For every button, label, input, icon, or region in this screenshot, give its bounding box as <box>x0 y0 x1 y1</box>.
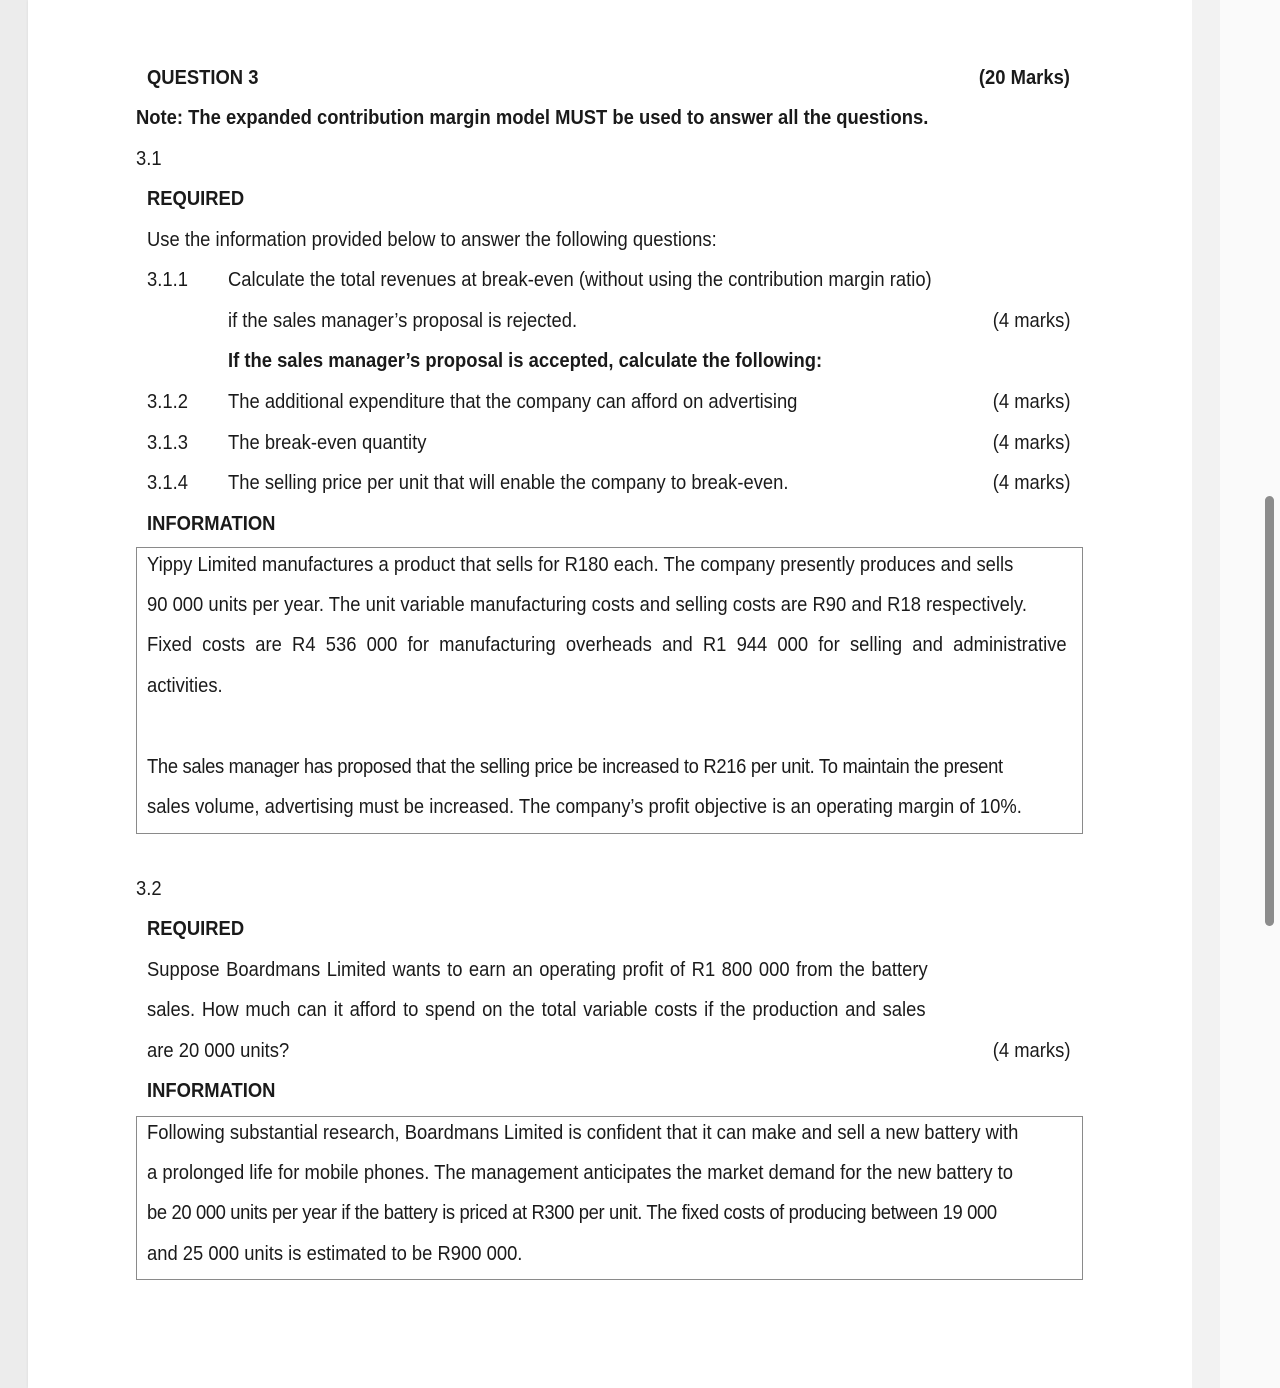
info-3-2-line-1: Following substantial research, Boardmans Limited is confident that it can make and sell a new battery with <box>147 1122 1019 1144</box>
section-3-1-instruction: Use the information provided below to answer the following questions: <box>147 229 717 251</box>
q-3-2-line-2: sales. How much can it afford to spend on the total variable costs if the production and sales <box>147 999 926 1021</box>
section-3-1-information-heading: INFORMATION <box>147 513 276 535</box>
q-3-1-2-number: 3.1.2 <box>147 391 188 413</box>
section-3-2-number: 3.2 <box>136 878 162 900</box>
q-3-2-line-3: are 20 000 units? <box>147 1040 290 1062</box>
section-3-2-required-heading: REQUIRED <box>147 918 245 940</box>
q-3-1-4-marks: (4 marks) <box>992 472 1070 494</box>
q-3-2-marks: (4 marks) <box>992 1040 1070 1062</box>
q-3-1-1-text-line1: Calculate the total revenues at break-even (without using the contribution margin ratio) <box>228 269 932 291</box>
info-3-2-line-3: be 20 000 units per year if the battery is priced at R300 per unit. The fixed costs of producing between 19 000 <box>147 1202 997 1224</box>
q-3-1-1-text-line2: if the sales manager’s proposal is rejected. <box>228 310 578 332</box>
q-3-1-2-text: The additional expenditure that the company can afford on advertising <box>228 391 798 413</box>
q-3-1-4-text: The selling price per unit that will enable the company to break-even. <box>228 472 789 494</box>
info-3-1-line-3: Fixed costs are R4 536 000 for manufacturing overheads and R1 944 000 for selling and administrative <box>147 634 1067 656</box>
info-3-1-line-2: 90 000 units per year. The unit variable manufacturing costs and selling costs are R90 and R18 respectively. <box>147 594 1027 616</box>
q-3-1-4-number: 3.1.4 <box>147 472 188 494</box>
question-title: QUESTION 3 <box>147 67 259 89</box>
info-3-1-line-6: sales volume, advertising must be increased. The company’s profit objective is an operating margin of 10%. <box>147 796 1022 818</box>
question-total-marks: (20 Marks) <box>978 67 1070 89</box>
page-gutter <box>1192 0 1220 1388</box>
section-3-1-required-heading: REQUIRED <box>147 188 245 210</box>
scrollbar-thumb[interactable] <box>1265 496 1274 926</box>
info-3-2-line-4: and 25 000 units is estimated to be R900 000. <box>147 1243 523 1265</box>
info-3-1-line-4: activities. <box>147 675 223 697</box>
note-text: Note: The expanded contribution margin model MUST be used to answer all the questions. <box>136 107 929 129</box>
info-3-1-line-1: Yippy Limited manufactures a product that sells for R180 each. The company presently produces and sells <box>147 554 1014 576</box>
section-3-2-information-heading: INFORMATION <box>147 1080 276 1102</box>
q-3-1-3-text: The break-even quantity <box>228 432 427 454</box>
q-3-1-3-number: 3.1.3 <box>147 432 188 454</box>
accepted-proposal-heading: If the sales manager’s proposal is accepted, calculate the following: <box>228 350 823 372</box>
q-3-1-1-number: 3.1.1 <box>147 269 188 291</box>
info-3-2-line-2: a prolonged life for mobile phones. The management anticipates the market demand for the new battery to <box>147 1162 1014 1184</box>
q-3-1-1-marks: (4 marks) <box>992 310 1070 332</box>
information-box-3-1 <box>136 547 1083 834</box>
info-3-1-line-5: The sales manager has proposed that the selling price be increased to R216 per unit. To maintain the present <box>147 756 1003 778</box>
q-3-1-2-marks: (4 marks) <box>992 391 1070 413</box>
section-3-1-number: 3.1 <box>136 148 162 170</box>
q-3-2-line-1: Suppose Boardmans Limited wants to earn an operating profit of R1 800 000 from the battery <box>147 959 928 981</box>
q-3-1-3-marks: (4 marks) <box>992 432 1070 454</box>
